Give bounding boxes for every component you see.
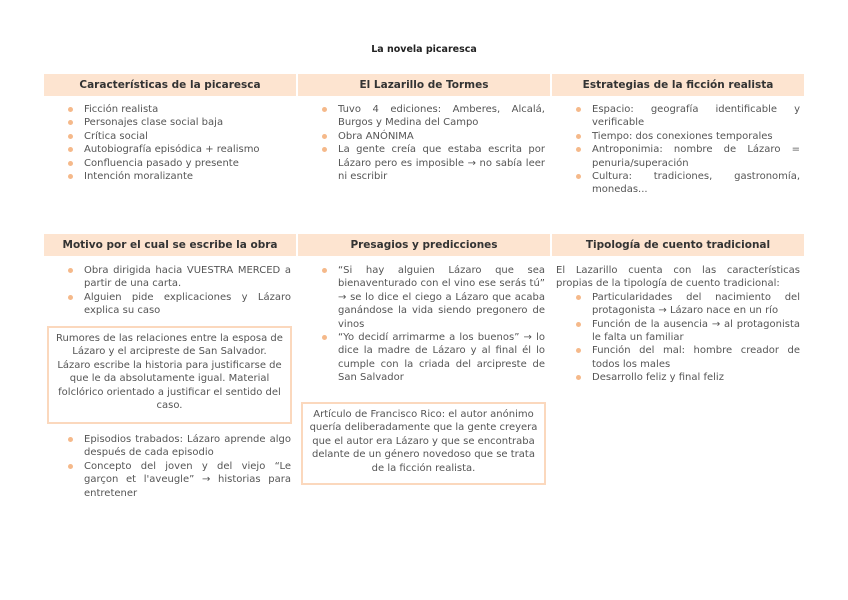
list-item: Personajes clase social baja	[66, 116, 291, 129]
list-item: Cultura: tradiciones, gastronomía, monedas...	[574, 170, 800, 197]
caracteristicas-list	[66, 103, 291, 183]
lazarillo-list	[320, 103, 545, 183]
list-item: Alguien pide explicaciones y Lázaro explica su caso	[66, 291, 291, 318]
header-lazarillo: El Lazarillo de Tormes	[298, 74, 550, 96]
motivo-note-box: Rumores de las relaciones entre la esposa de Lázaro y el arcipreste de San Salvador. Lázaro escribe la historia para justificarse de que le da absolutamente igual. Material folclórico orientado a justificar el sentido del caso.	[47, 326, 292, 424]
list-item: “Si hay alguien Lázaro que sea bienaventurado con el vino ese serás tú” → se lo dice el ciego a Lázaro que acaba ganándose la vida siendo pregonero de vinos	[320, 264, 545, 331]
page-title: La novela picaresca	[371, 44, 477, 55]
list-item: Obra ANÓNIMA	[320, 130, 545, 143]
list-item: Obra dirigida hacia VUESTRA MERCED a partir de una carta.	[66, 264, 291, 291]
list-item: Crítica social	[66, 130, 291, 143]
header-estrategias: Estrategias de la ficción realista	[552, 74, 804, 96]
motivo-list-bottom	[66, 433, 291, 500]
list-item: Confluencia pasado y presente	[66, 157, 291, 170]
presagios-list	[320, 264, 545, 385]
presagios-note-box: Artículo de Francisco Rico: el autor anónimo quería deliberadamente que la gente creyera que el autor era Lázaro y que se encontraba delante de un género novedoso que se trata de la ficción realista.	[301, 402, 546, 485]
list-item: Tiempo: dos conexiones temporales	[574, 130, 800, 143]
tipologia-intro: El Lazarillo cuenta con las características propias de la tipología de cuento tradicional:	[556, 265, 800, 290]
caracteristicas-section	[66, 103, 291, 183]
motivo-list-top	[66, 264, 291, 318]
header-presagios: Presagios y predicciones	[298, 234, 550, 256]
estrategias-list	[574, 103, 800, 197]
header-caracteristicas: Características de la picaresca	[44, 74, 296, 96]
list-item: Función de la ausencia → al protagonista le falta un familiar	[574, 318, 800, 345]
lazarillo-section	[320, 103, 545, 183]
tipologia-list	[574, 291, 800, 385]
list-item: Intención moralizante	[66, 170, 291, 183]
motivo-top-section	[66, 264, 291, 318]
list-item: Autobiografía episódica + realismo	[66, 143, 291, 156]
list-item: Antroponimia: nombre de Lázaro = penuria/superación	[574, 143, 800, 170]
list-item: “Yo decidí arrimarme a los buenos” → lo dice la madre de Lázaro y al final él lo cumple con la criada del arcipreste de San Salvador	[320, 331, 545, 385]
list-item: Ficción realista	[66, 103, 291, 116]
motivo-bottom-section	[66, 433, 291, 500]
header-motivo: Motivo por el cual se escribe la obra	[44, 234, 296, 256]
list-item: Particularidades del nacimiento del protagonista → Lázaro nace en un río	[574, 291, 800, 318]
header-tipologia: Tipología de cuento tradicional	[552, 234, 804, 256]
presagios-section	[320, 264, 545, 385]
tipologia-section	[556, 264, 800, 385]
list-item: Concepto del joven y del viejo “Le garçon et l'aveugle” → historias para entretener	[66, 460, 291, 500]
list-item: Función del mal: hombre creador de todos los males	[574, 344, 800, 371]
estrategias-section	[574, 103, 800, 197]
list-item: Episodios trabados: Lázaro aprende algo después de cada episodio	[66, 433, 291, 460]
list-item: Espacio: geografía identificable y verificable	[574, 103, 800, 130]
list-item: Tuvo 4 ediciones: Amberes, Alcalá, Burgos y Medina del Campo	[320, 103, 545, 130]
list-item: La gente creía que estaba escrita por Lázaro pero es imposible → no sabía leer ni escribir	[320, 143, 545, 183]
list-item: Desarrollo feliz y final feliz	[574, 371, 800, 384]
